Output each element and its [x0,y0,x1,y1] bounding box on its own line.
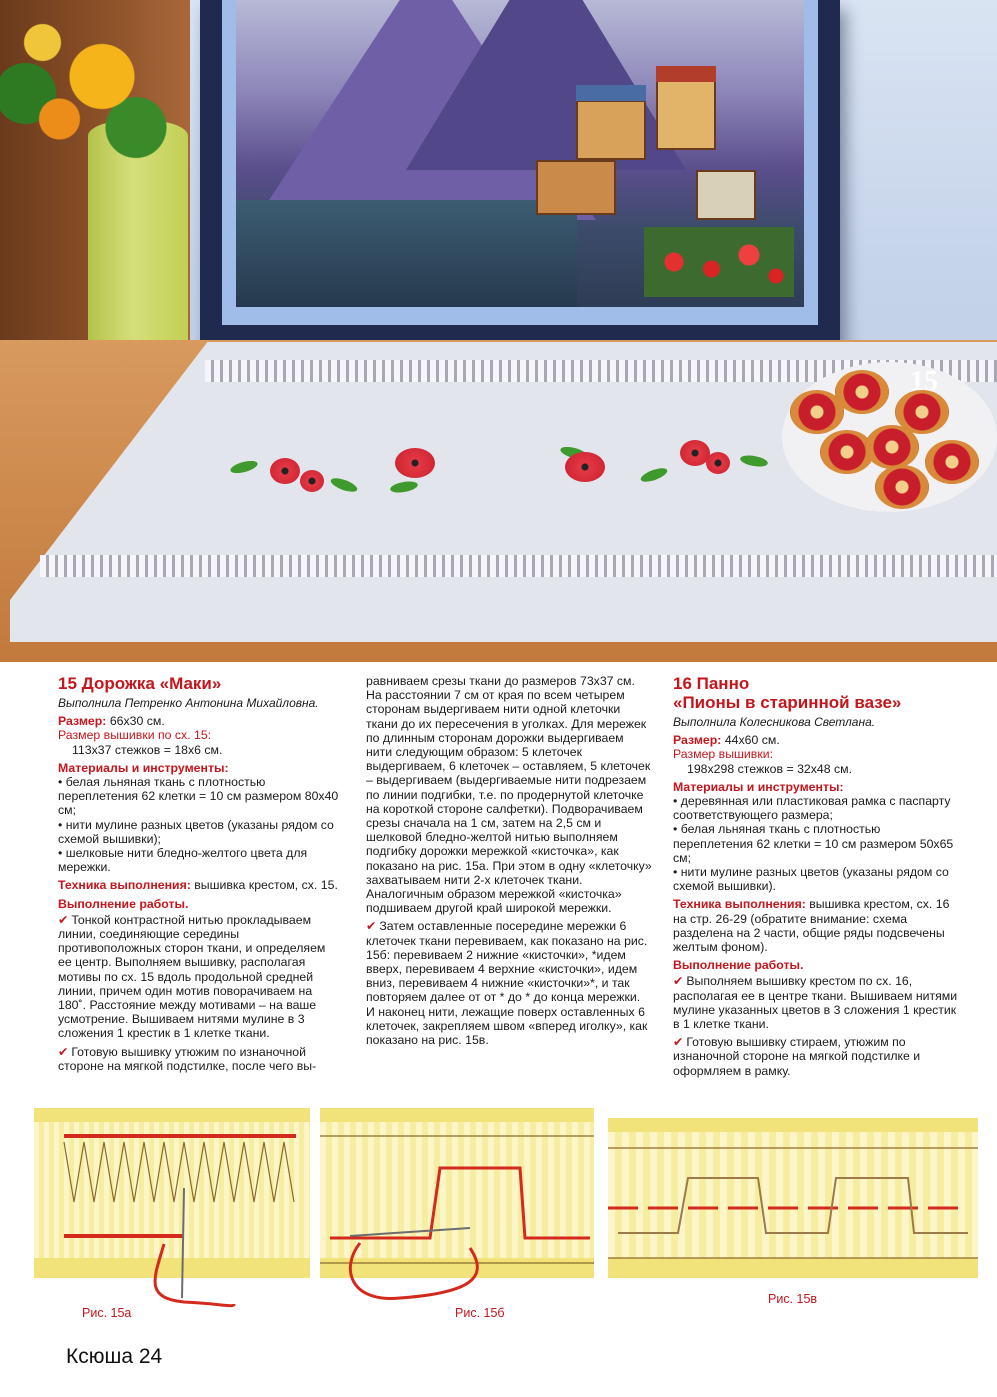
work-paragraph: Готовую вышивку утюжим по изнаночной стороне на мягкой подстилке, после чего вы- [58,1044,317,1073]
column-continuation [366,674,652,1047]
materials-title: Материалы и инструменты: [673,779,844,794]
materials-title: Материалы и инструменты: [58,760,229,775]
figure-label: Рис. 15б [455,1306,505,1320]
yellow-bouquet [0,0,170,170]
work-title: Выполнение работы. [673,958,804,973]
drawn-thread-border-bottom [40,555,997,577]
magazine-footer: Ксюша 24 [66,1345,163,1368]
embroidery-size-value: 198х298 стежков = 32х48 см. [687,761,853,776]
figure-label: Рис. 15а [82,1306,132,1320]
passepartout [222,0,818,325]
checkmark-icon: ✔ [673,1035,684,1050]
diagram-15b [320,1108,594,1320]
checkmark-icon: ✔ [366,919,377,934]
diagram-15a [34,1108,310,1320]
work-paragraph: Выполняем вышивку крестом по сх. 16, располагая ее в центре ткани. Вышиваем нитями мулине указанных цветов в 3 сложения 1 крестик в 1 клетке ткани. [673,974,958,1032]
column-project-15 [58,674,342,1073]
size-label: Размер: [673,733,722,748]
materials-item: • нити мулине разных цветов (указаны рядом со схемой вышивки). [673,865,949,894]
author-line: Выполнила Колесникова Светлана. [673,715,876,729]
materials-item: • белая льняная ткань с плотностью переплетения 62 клетки = 10 см размером 50х65 см; [673,822,954,865]
materials-item: • деревянная или пластиковая рамка с паспарту соответствующего размера; [673,794,951,823]
lake [236,200,577,307]
embroidery-size-label: Размер вышивки по сх. 15: [58,728,212,743]
continuation-paragraph: равниваем срезы ткани до размеров 73х37 см. На расстоянии 7 см от края по всем четырем сторонам выдергиваем нити одной клеточки ткани до их пересечения в уголках. Для мережек по длинным сторонам дорожки выдергиваем нити следующим образом: 5 клеточек выдергиваем, 6 клеточек – оставляем, 5 клеточек – выдергиваем (выдергиваемые нити подрезаем по линии подгибки, т.е. по продернутой клеточке на короткой стороне салфетки). Подворачиваем срезы сначала на 1 см, затем на 2,5 см и шелковой бледно-желтой нитью выполняем подгибку дорожки мережкой «кисточка», как показано на рис. 15а. При этом в одну «клеточку» захватываем нити 2-х клеточек ткани. Аналогичным образом мережкой «кисточка» подшиваем другой край широкой мережки. [366,674,652,916]
hero-photo [0,0,997,662]
project-subtitle: «Пионы в старинной вазе» [673,693,902,712]
diagram-15c [608,1108,978,1308]
checkmark-icon: ✔ [673,974,684,989]
size-label: Размер: [58,714,107,729]
project-title: 15 Дорожка «Маки» [58,674,222,693]
red-flowers [644,227,794,297]
size-value: 66х30 см. [109,714,165,729]
technique-label: Техника выполнения: [673,897,806,912]
hemstitch-diagram-a [34,1108,310,1308]
materials-item: • белая льняная ткань с плотностью переплетения 62 клетки = 10 см размером 80х40 см; [58,775,339,818]
technique-value: вышивка крестом, сх. 16 на стр. 26-29 (обратите внимание: схема разделена на 2 части, общие ряды подсвечены желтым фоном). [673,897,950,955]
technique-label: Техника выполнения: [58,878,191,893]
embroidery-size-label: Размер вышивки: [673,747,773,762]
materials-item: • нити мулине разных цветов (указаны рядом со схемой вышивки); [58,817,334,846]
work-paragraph: Готовую вышивку стираем, утюжим по изнаночной стороне на мягкой подстилке и оформляем в рамку. [673,1035,921,1078]
hemstitch-diagram-b [320,1108,594,1308]
hemstitch-diagram-c [608,1108,978,1308]
technique-value: вышивка крестом, сх. 15. [194,878,338,893]
figure-label: Рис. 15в [768,1292,818,1306]
picture-frame [200,0,840,345]
framed-embroidery [236,0,804,307]
materials-item: • шелковые нити бледно-желтого цвета для мережки. [58,846,308,875]
size-value: 44х60 см. [724,733,780,748]
checkmark-icon: ✔ [58,1044,69,1059]
project-title: 16 Панно [673,674,750,693]
checkmark-icon: ✔ [58,912,69,927]
continuation-paragraph: Затем оставленные посередине мережки 6 клеточек ткани перевиваем, как показано на рис. 15б: перевиваем 2 нижние «кисточки», *идем вверх, перевиваем 4 верхние «кисточки», идем вниз, перевиваем 4 нижние «кисточки»*, и так повторяем далее от от * до * до конца мережки. И наконец нити, лежащие поверх оставленных 6 клеточек, закрепляем швом «вперед иголку», как показано на рис. 15в. [366,919,648,1048]
embroidery-size-value: 113х37 стежков = 18х6 см. [72,742,223,757]
work-title: Выполнение работы. [58,896,189,911]
column-project-16 [673,674,959,1078]
work-paragraph: Тонкой контрастной нитью прокладываем линии, соединяющие середины противоположных сторон ткани, и определяем ее центр. Выполняем вышивку, располагая мотивы по сх. 15 вдоль продольной средней линии, причем один мотив поворачиваем на 180˚. Расстояние между мотивами – на ваше усмотрение. Вышиваем нитями мулине в 3 сложения 1 крестик в 1 клетке ткани. [58,912,326,1041]
photo-project-number: 15 [910,366,938,397]
author-line: Выполнила Петренко Антонина Михайловна. [58,696,319,710]
